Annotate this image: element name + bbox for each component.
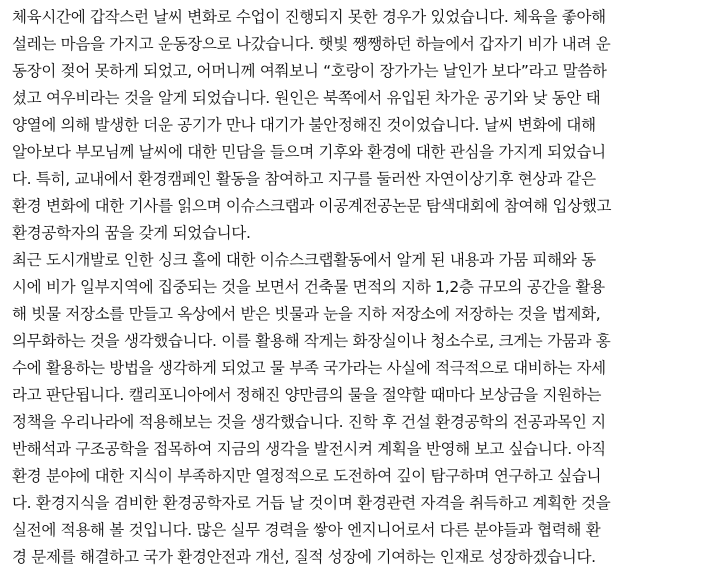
text-line: 해 빗물 저장소를 만들고 옥상에서 받은 빗물과 눈을 지하 저장소에 저장하는 것을 법제화, — [12, 305, 601, 323]
text-line: 수에 활용하는 방법을 생각하게 되었고 물 부족 국가라는 사실에 적극적으로 대비하는 자세 — [12, 359, 606, 377]
text-line: 셨고 여우비라는 것을 알게 되었습니다. 원인은 북쪽에서 유입된 차가운 공기와 낮 동안 태 — [12, 89, 601, 107]
text-line: 설레는 마음을 가지고 운동장으로 나갔습니다. 햇빛 쨍쨍하던 하늘에서 갑자기 비가 내려 운 — [12, 35, 611, 53]
text-line: 라고 판단됩니다. 캘리포니아에서 정해진 양만큼의 물을 절약할 때마다 보상금을 지원하는 — [12, 386, 602, 404]
text-line: 최근 도시개발로 인한 싱크 홀에 대한 이슈스크랩활동에서 알게 된 내용과 가뭄 피해와 동 — [12, 251, 596, 269]
text-line: 환경공학자의 꿈을 갖게 되었습니다. — [12, 224, 251, 242]
text-line: 동장이 젖어 못하게 되었고, 어머니께 여쭤보니 “호랑이 장가가는 날인가 보다”라고 말씀하 — [12, 62, 607, 80]
text-line: 시에 비가 일부지역에 집중되는 것을 보면서 건축물 면적의 지하 1,2층 규모의 공간을 활용 — [12, 278, 605, 296]
text-line: 의무화하는 것을 생각했습니다. 이를 활용해 작게는 화장실이나 청소수로, 크게는 가뭄과 홍 — [12, 332, 611, 350]
text-line: 다. 특히, 교내에서 환경캠페인 활동을 참여하고 지구를 둘러싼 자연이상기후 현상과 같은 — [12, 170, 596, 188]
text-line: 실전에 적용해 볼 것입니다. 많은 실무 경력을 쌓아 엔지니어로서 다른 분야들과 협력해 환 — [12, 521, 601, 539]
text-line: 환경 변화에 대한 기사를 읽으며 이슈스크랩과 이공계전공논문 탐색대회에 참여해 입상했고 — [12, 197, 612, 215]
paragraph-2 — [12, 247, 711, 571]
text-line: 체육시간에 갑작스런 날씨 변화로 수업이 진행되지 못한 경우가 있었습니다. 체육을 좋아해 — [12, 8, 606, 26]
text-line: 정책을 우리나라에 적용해보는 것을 생각했습니다. 진학 후 건설 환경공학의 전공과목인 지 — [12, 413, 606, 431]
text-line: 환경 분야에 대한 지식이 부족하지만 열정적으로 도전하여 깊이 탐구하며 연구하고 싶습니 — [12, 467, 602, 485]
text-line: 양열에 의해 발생한 더운 공기가 만나 대기가 불안정해진 것이었습니다. 날씨 변화에 대해 — [12, 116, 596, 134]
text-line: 경 문제를 해결하고 국가 환경안전과 개선, 질적 성장에 기여하는 인재로 성장하겠습니다. — [12, 548, 596, 566]
text-line: 반해석과 구조공학을 접목하여 지금의 생각을 발전시켜 계획을 반영해 보고 싶습니다. 아직 — [12, 440, 606, 458]
text-line: 알아보다 부모님께 날씨에 대한 민담을 들으며 기후와 환경에 대한 관심을 가지게 되었습니 — [12, 143, 606, 161]
paragraph-1 — [12, 4, 711, 247]
text-line: 다. 환경지식을 겸비한 환경공학자로 거듭 날 것이며 환경관련 자격을 취득하고 계획한 것을 — [12, 494, 611, 512]
